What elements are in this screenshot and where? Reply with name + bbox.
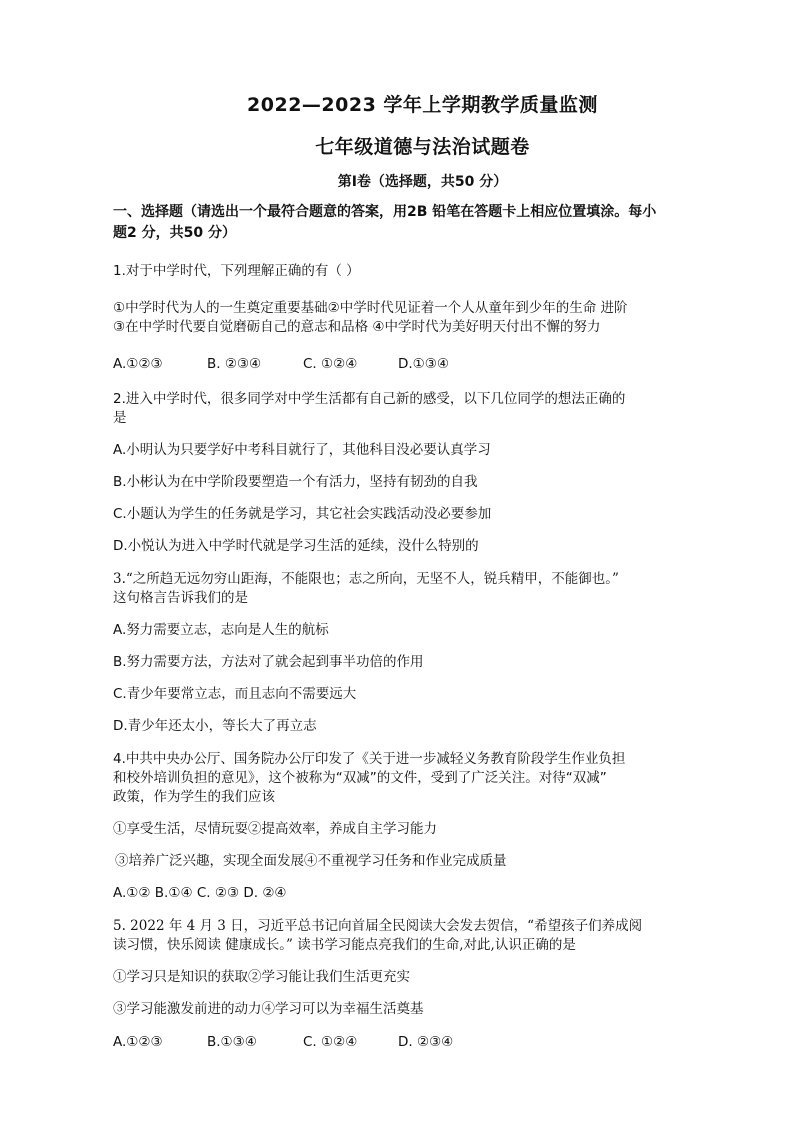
question-1-option-b: B. ②③④ [207, 356, 262, 372]
question-3-option-b: B.努力需要方法，方法对了就会起到事半功倍的作用 [113, 654, 424, 670]
question-4-stem-line-2: 和校外培训负担的意见》，这个被称为“双减”的文件，受到了广泛关注。对待“双减” [113, 770, 607, 786]
question-5-option-d: D. ②③④ [398, 1034, 454, 1050]
question-3-stem-line-2: 这句格言告诉我们的是 [113, 590, 248, 606]
exam-title: 2022—2023 学年上学期教学质量监测 [247, 94, 598, 116]
question-3-option-a: A.努力需要立志，志向是人生的航标 [113, 622, 329, 638]
question-1-options [113, 355, 714, 374]
question-4-options: A.①② B.①④ C. ②③ D. ②④ [113, 885, 287, 901]
question-5-statements-1: ①学习只是知识的获取②学习能让我们生活更充实 [113, 969, 410, 985]
section-heading-line-1: 一、选择题（请选出一个最符合题意的答案，用2B 铅笔在答题卡上相应位置填涂。每小 [113, 204, 657, 220]
question-2-option-b: B.小彬认为在中学阶段要塑造一个有活力，坚持有韧劲的自我 [113, 474, 478, 490]
question-5-statements-2: ③学习能激发前进的动力④学习可以为幸福生活奠基 [113, 1001, 424, 1017]
question-2-stem [113, 390, 714, 428]
question-3-stem-line-1: 3.“之所趋无远勿穷山距海，不能限也；志之所向，无坚不人，锐兵精甲，不能御也。” [113, 571, 619, 587]
exam-subtitle: 七年级道德与法治试题卷 [315, 136, 530, 158]
question-5-option-a: A.①②③ [113, 1034, 163, 1050]
question-1-option-c: C. ①②④ [303, 356, 358, 372]
question-5-option-b: B.①③④ [207, 1034, 257, 1050]
question-2-option-d: D.小悦认为进入中学时代就是学习生活的延续，没什么特别的 [113, 538, 479, 554]
question-4-statements-2: ③培养广泛兴趣，实现全面发展④不重视学习任务和作业完成质量 [115, 853, 507, 869]
question-1-statements-2: ③在中学时代要自觉磨砺自己的意志和品格 ④中学时代为美好明天付出不懈的努力 [113, 319, 601, 335]
question-4-stem-line-3: 政策，作为学生的我们应该 [113, 789, 275, 805]
section-heading-line-2: 题2 分，共50 分） [113, 225, 236, 241]
section-heading [113, 202, 714, 244]
question-5-option-c: C. ①②④ [303, 1034, 358, 1050]
volume-heading: 第I卷（选择题，共50 分） [337, 174, 508, 190]
question-4-stem [113, 750, 714, 807]
question-4-stem-line-1: 4.中共中央办公厅、国务院办公厅印发了《关于进一步减轻义务教育阶段学生作业负担 [113, 751, 626, 767]
question-2-option-c: C.小题认为学生的任务就是学习，其它社会实践活动没必要参加 [113, 506, 492, 522]
question-4-statements-1: ①享受生活，尽情玩耍②提高效率，养成自主学习能力 [113, 821, 437, 837]
question-5-options [113, 1033, 714, 1052]
question-3-option-d: D.青少年还太小，等长大了再立志 [113, 718, 317, 734]
question-3-stem [113, 570, 714, 608]
question-1-statements-1: ①中学时代为人的一生奠定重要基础②中学时代见证着一个人从童年到少年的生命 进阶 [113, 300, 628, 316]
question-2-option-a: A.小明认为只要学好中考科目就行了，其他科目没必要认真学习 [113, 442, 491, 458]
question-1-option-d: D.①③④ [398, 356, 449, 372]
question-1-stem: 1.对于中学时代，下列理解正确的有（ ） [113, 263, 360, 279]
question-2-stem-line-1: 2.进入中学时代，很多同学对中学生活都有自己新的感受，以下几位同学的想法正确的 [113, 391, 626, 407]
question-5-stem-line-1: 5. 2022 年 4 月 3 日，习近平总书记向首届全民阅读大会发去贺信，“希望孩子们养成阅 [113, 918, 643, 934]
question-1-option-a: A.①②③ [113, 356, 163, 372]
question-2-stem-line-2: 是 [113, 410, 127, 426]
question-5-stem [113, 917, 714, 955]
question-3-option-c: C.青少年要常立志，而且志向不需要远大 [113, 686, 357, 702]
question-5-stem-line-2: 读习惯，快乐阅读 健康成长。” 读书学习能点亮我们的生命,对此,认识正确的是 [113, 937, 576, 953]
